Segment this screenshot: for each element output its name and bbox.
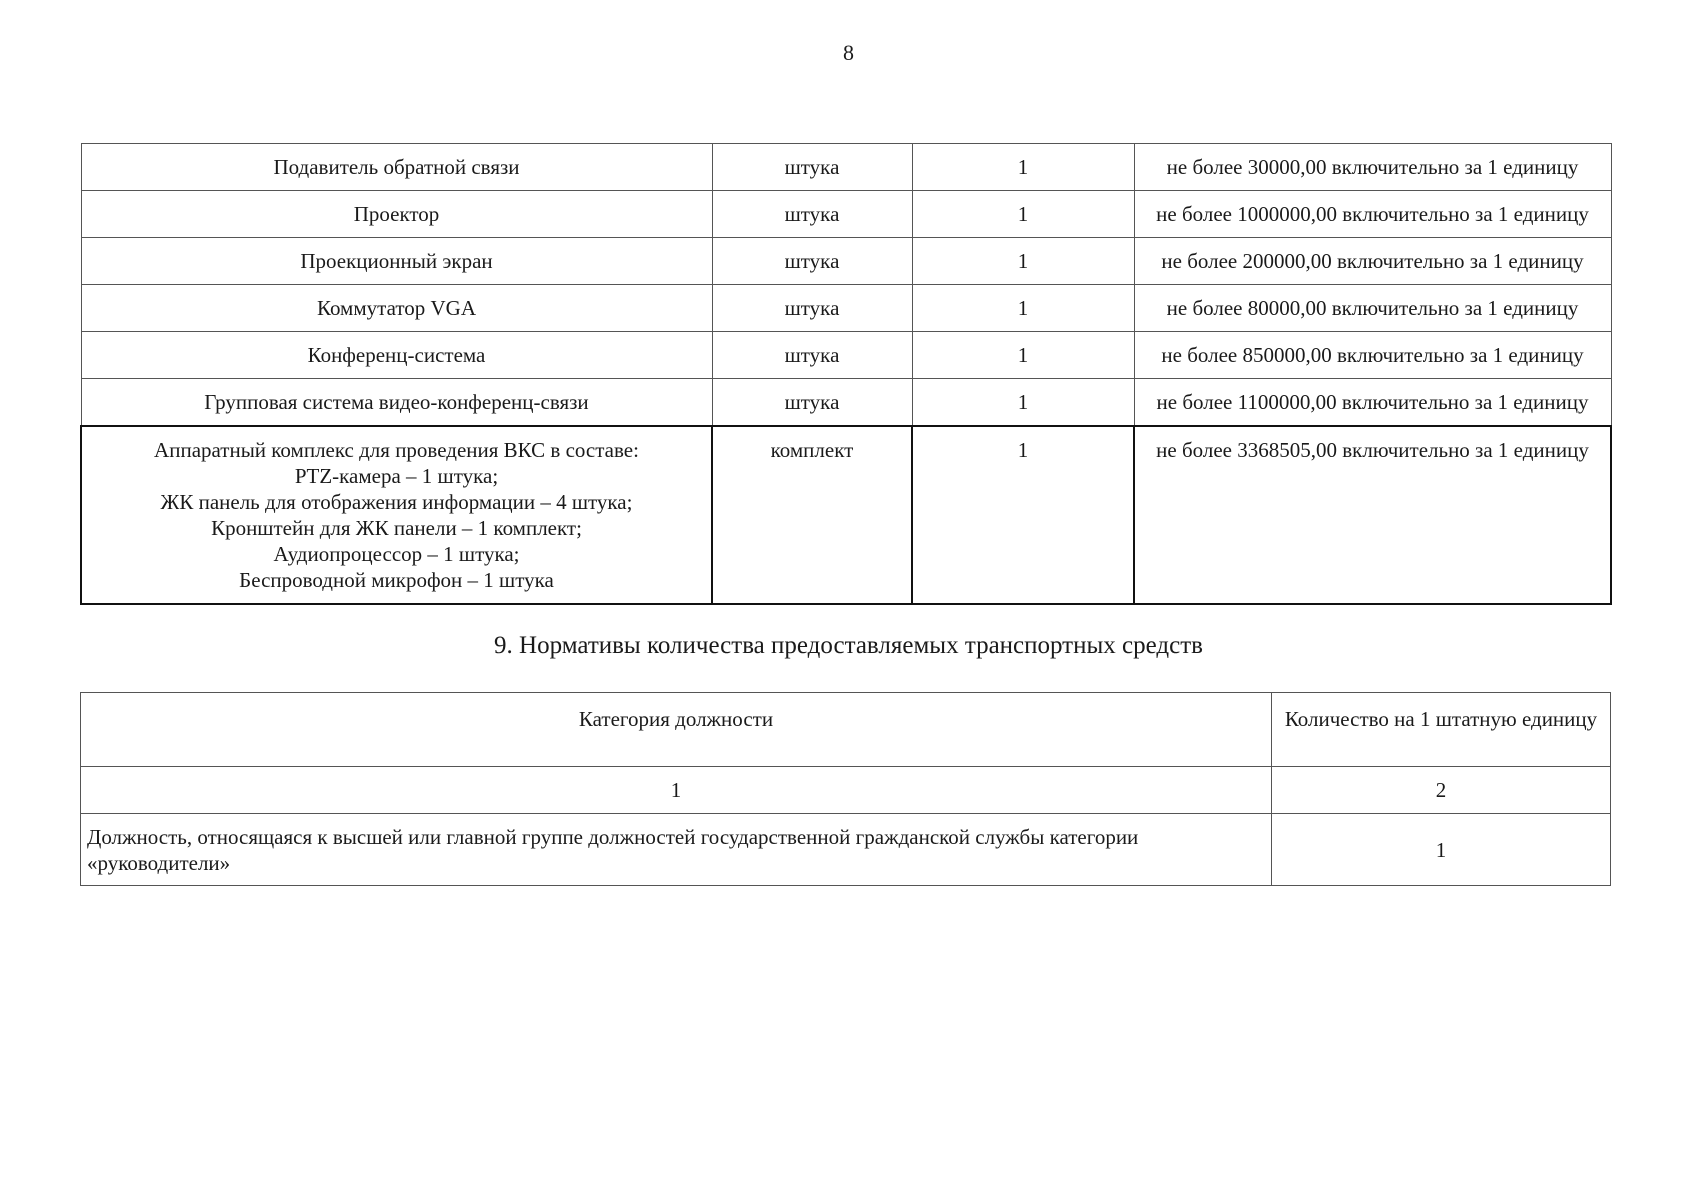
complex-line: ЖК панель для отображения информации – 4 штука; <box>160 489 633 514</box>
complex-line: Беспроводной микрофон – 1 штука <box>239 567 554 592</box>
column-header-quantity: Количество на 1 штатную единицу <box>1272 693 1611 767</box>
unit-cell: штука <box>712 285 912 332</box>
complex-line: Кронштейн для ЖК панели – 1 комплект; <box>211 515 582 540</box>
complex-line: PTZ-камера – 1 штука; <box>294 463 499 488</box>
quantity-cell: 1 <box>912 379 1134 426</box>
price-cell: не более 1100000,00 включительно за 1 единицу <box>1134 379 1611 426</box>
price-cell: не более 200000,00 включительно за 1 единицу <box>1134 238 1611 285</box>
table-row <box>81 285 1611 332</box>
price-cell: не более 3368505,00 включительно за 1 единицу <box>1134 426 1611 604</box>
unit-cell: штука <box>712 379 912 426</box>
unit-cell: штука <box>712 191 912 238</box>
table-row <box>81 144 1611 191</box>
quantity-cell: 1 <box>912 332 1134 379</box>
category-cell: Должность, относящаяся к высшей или главной группе должностей государственной гражданской службы категории «руководители» <box>81 814 1272 886</box>
section-title: 9. Нормативы количества предоставляемых транспортных средств <box>494 632 1203 659</box>
item-name-cell: Проектор <box>81 191 712 238</box>
column-number-row <box>81 767 1611 814</box>
price-cell: не более 1000000,00 включительно за 1 единицу <box>1134 191 1611 238</box>
unit-cell: штука <box>712 144 912 191</box>
complex-line: Аппаратный комплекс для проведения ВКС в составе: <box>154 437 639 462</box>
equipment-table <box>80 143 1612 605</box>
column-number: 2 <box>1272 767 1611 814</box>
item-name-cell: Групповая система видео-конференц-связи <box>81 379 712 426</box>
unit-cell: штука <box>712 238 912 285</box>
column-header-category: Категория должности <box>81 693 1272 767</box>
header-row <box>81 693 1611 767</box>
quantity-cell: 1 <box>912 426 1134 604</box>
quantity-cell: 1 <box>1272 814 1611 886</box>
quantity-cell: 1 <box>912 191 1134 238</box>
quantity-cell: 1 <box>912 238 1134 285</box>
price-cell: не более 80000,00 включительно за 1 единицу <box>1134 285 1611 332</box>
table-row <box>81 332 1611 379</box>
item-name-cell: Подавитель обратной связи <box>81 144 712 191</box>
page-number: 8 <box>843 40 854 65</box>
column-number: 1 <box>81 767 1272 814</box>
quantity-cell: 1 <box>912 285 1134 332</box>
item-name-cell: Конференц-система <box>81 332 712 379</box>
quantity-cell: 1 <box>912 144 1134 191</box>
price-cell: не более 30000,00 включительно за 1 единицу <box>1134 144 1611 191</box>
table-row <box>81 238 1611 285</box>
table-row <box>81 379 1611 426</box>
complex-row <box>81 426 1611 604</box>
unit-cell: штука <box>712 332 912 379</box>
price-cell: не более 850000,00 включительно за 1 единицу <box>1134 332 1611 379</box>
item-name-cell: Коммутатор VGA <box>81 285 712 332</box>
item-name-cell: Проекционный экран <box>81 238 712 285</box>
transport-table <box>80 692 1611 886</box>
complex-line: Аудиопроцессор – 1 штука; <box>273 541 520 566</box>
unit-cell: комплект <box>712 426 912 604</box>
table-row <box>81 191 1611 238</box>
complex-name-cell <box>81 426 712 604</box>
table-row <box>81 814 1611 886</box>
